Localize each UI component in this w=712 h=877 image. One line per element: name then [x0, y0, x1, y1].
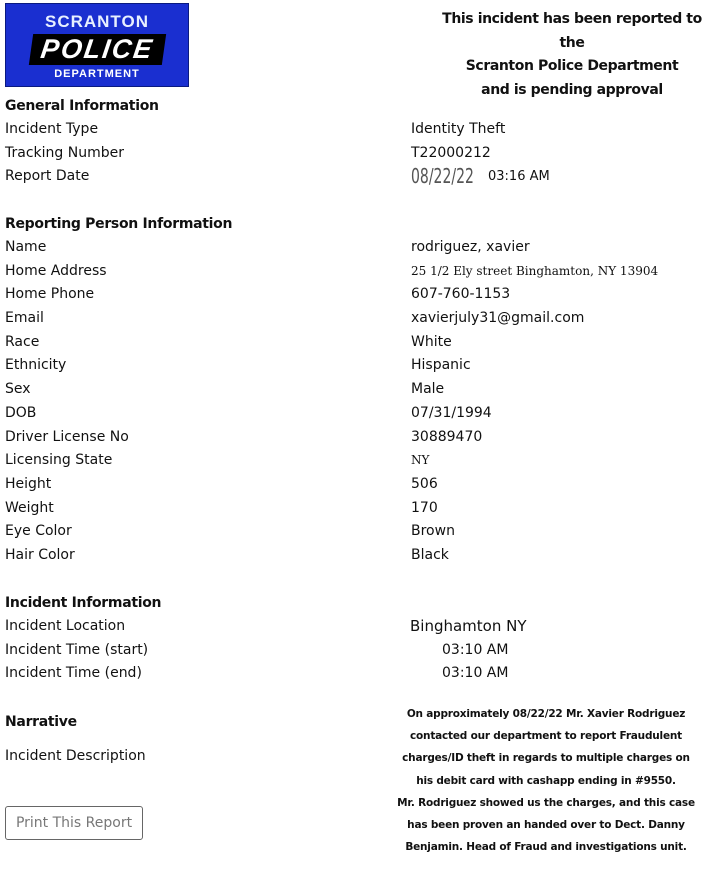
value: 607-760-1153: [411, 286, 511, 303]
label: Email: [5, 310, 44, 327]
row-report-date: [5, 165, 712, 189]
narrative-line: Mr. Rodriguez showed us the charges, and this case: [397, 796, 695, 809]
label: Weight: [5, 499, 54, 516]
general-information-section: [5, 94, 712, 189]
label: Sex: [5, 381, 31, 398]
narrative-line: contacted our department to report Fraudulent: [410, 730, 682, 743]
report-date: 08/22/22: [411, 164, 474, 189]
notice-line: Scranton Police Department: [465, 58, 679, 74]
label: Incident Location: [5, 618, 126, 634]
label: Hair Color: [5, 546, 75, 563]
print-report-button[interactable]: Print This Report: [5, 806, 143, 840]
value: T22000212: [411, 144, 491, 161]
narrative-line: his debit card with cashapp ending in #9550.: [416, 774, 676, 787]
notice-line: and is pending approval: [481, 81, 663, 98]
value: Male: [411, 381, 445, 398]
row-hair-color: [5, 544, 712, 568]
incident-information-section: [5, 591, 712, 686]
row-weight: [5, 497, 712, 521]
narrative-line: On approximately 08/22/22 Mr. Xavier Rodriguez: [406, 708, 686, 720]
scranton-police-logo: [5, 3, 189, 87]
section-title: Incident Information: [5, 595, 162, 611]
narrative-line: Benjamin. Head of Fraud and investigations unit.: [405, 841, 687, 854]
row-incident-time-end: [5, 662, 712, 686]
value: Hispanic: [411, 357, 471, 374]
value: 03:10 AM: [442, 665, 509, 682]
notice-line: This incident has been reported to the: [442, 11, 702, 51]
row-tracking-number: [5, 142, 712, 166]
row-driver-license-no: [5, 426, 712, 450]
row-email: [5, 307, 712, 331]
row-name: [5, 236, 712, 260]
row-licensing-state: [5, 449, 712, 473]
label: Eye Color: [5, 523, 72, 540]
value: White: [411, 333, 452, 350]
row-incident-location: [5, 615, 712, 639]
label: Incident Type: [5, 121, 99, 137]
row-ethnicity: [5, 354, 712, 378]
value: 25 1/2 Ely street Binghamton, NY 13904: [411, 263, 659, 278]
value: 07/31/1994: [411, 404, 492, 421]
narrative-line: has been proven an handed over to Dect. Danny: [407, 819, 685, 832]
label: DOB: [5, 404, 37, 421]
row-incident-time-start: [5, 639, 712, 663]
value: 03:10 AM: [442, 641, 509, 658]
value: NY: [411, 453, 430, 468]
label: Race: [5, 333, 40, 350]
row-eye-color: [5, 520, 712, 544]
row-home-address: [5, 260, 712, 284]
value: 170: [411, 499, 438, 516]
row-race: [5, 331, 712, 355]
label: Report Date: [5, 168, 90, 185]
row-height: [5, 473, 712, 497]
value: rodriguez, xavier: [411, 239, 530, 255]
value: xavierjuly31@gmail.com: [411, 310, 585, 327]
label: Ethnicity: [5, 357, 67, 374]
value: Black: [411, 546, 449, 563]
incident-description-text: [380, 703, 712, 858]
narrative-line: charges/ID theft in regards to multiple charges on: [402, 752, 690, 765]
label: Tracking Number: [5, 144, 124, 161]
value: Identity Theft: [411, 121, 506, 137]
label: Incident Time (end): [5, 665, 142, 682]
label: Name: [5, 239, 47, 255]
label: Home Phone: [5, 286, 95, 303]
row-incident-type: [5, 118, 712, 142]
report-time: 03:16 AM: [488, 169, 550, 185]
pending-notice: [432, 8, 712, 102]
section-title: Narrative: [5, 714, 77, 730]
row-sex: [5, 378, 712, 402]
value: Brown: [411, 523, 455, 540]
label: Licensing State: [5, 452, 113, 469]
row-home-phone: [5, 283, 712, 307]
value: 506: [411, 475, 438, 492]
logo-line1: SCRANTON: [44, 12, 150, 31]
row-dob: [5, 402, 712, 426]
label: Home Address: [5, 262, 107, 279]
label: Incident Description: [5, 748, 146, 764]
section-title: Reporting Person Information: [5, 216, 233, 232]
label: Height: [5, 475, 52, 492]
label: Driver License No: [5, 428, 129, 445]
logo-line2: POLICE: [29, 34, 166, 65]
reporting-person-section: [5, 212, 712, 568]
label: Incident Time (start): [5, 641, 149, 658]
section-title: General Information: [5, 98, 159, 114]
value: Binghamton NY: [410, 617, 527, 635]
logo-line3: DEPARTMENT: [54, 68, 140, 80]
value: 30889470: [411, 428, 483, 445]
